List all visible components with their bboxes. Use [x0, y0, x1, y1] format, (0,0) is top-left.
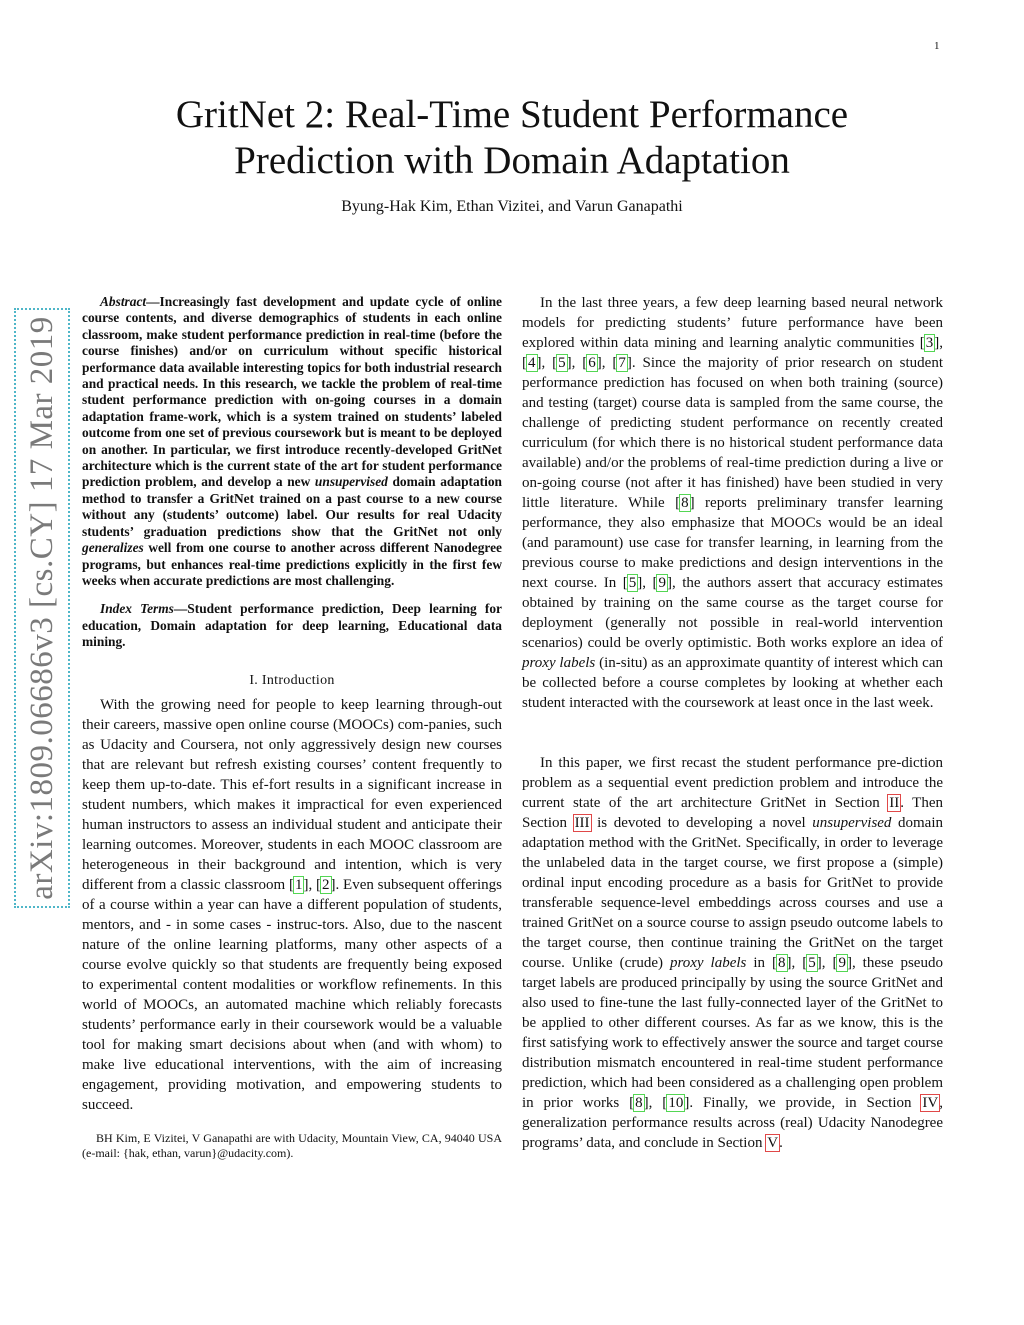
text-run: is devoted to developing a novel	[590, 815, 813, 831]
paragraph-gap	[522, 713, 943, 753]
section-heading-introduction: I. Introduction	[249, 672, 335, 688]
author-affiliation-footnote: BH Kim, E Vizitei, V Ganapathi are with Udacity, Mountain View, CA, 94040 USA (e-mail: {hak, ethan, varun}@udacity.com).	[82, 1130, 502, 1160]
citation-link[interactable]: 6	[588, 355, 596, 371]
text-run: reports preliminary transfer learning performance, they also emphasize that MOOCs would be an ideal (and paramount) use case for transfer learning, in learning from the previous course to make predictions and design interventions in the next course. In	[522, 495, 943, 591]
index-terms	[82, 601, 502, 650]
right-paragraph-2: In this paper, we first recast the student performance pre-diction problem as a sequential event prediction problem and introduce the current state of the art architecture GritNet in Section II. Then Section III is devoted to developing a novel unsupervised domain adaptation method with the GritNet. Specifically, in order to leverage the unlabeled data in the target course, we first propose a (simple) ordinal input encoding procedure as a basis for GritNet to provide transferable sequence-level embeddings across courses and use a trained GritNet on a source course to assign pseudo outcome labels to the target course, then continue training the GritNet on the target course. Unlike (crude) proxy labels in [8], [5], [9], these pseudo target labels are produced principally by using the source GritNet and also used to fine-tune the last fully-connected layer of the GritNet to be applied to other different courses. As far as we know, this is the first satisfying work to effectively answer the source and target course distribution mismatch encountered in real-time student performance prediction, which had been considered as a challenging open problem in prior works [8], [10]. Finally, we provide, in Section IV, generalization performance results across (real) Udacity Nanodegree programs’ data, and conclude in Section V.	[522, 755, 943, 1151]
text-run: In this paper, we first recast the student performance pre-diction problem as a sequential event prediction problem and introduce the current state of the art architecture GritNet in Section	[522, 755, 943, 811]
intro-text-1: With the growing need for people to keep learning through-out their careers, massive open online course (MOOCs) com-panies, such as Udacity and Coursera, not only aggressively design new courses that are relevant but refresh existing courses’ content frequently to keep them up-to-date. This ef-fort results in a significant increase in student numbers, which makes it impractical for even experienced human instructors to assess an individual student and anticipate their learning outcomes. Moreover, students in each MOOC classroom are heterogeneous in their background and intention, which is very different from a classic classroom	[82, 696, 502, 893]
abstract-emphasis-unsupervised: unsupervised	[314, 474, 388, 490]
emphasis-proxy-labels: proxy labels	[669, 955, 747, 971]
citation-link[interactable]: 8	[681, 495, 689, 511]
citation-link[interactable]: 5	[558, 355, 566, 371]
index-terms-lead: Index Terms	[100, 601, 174, 617]
text-run: in	[746, 955, 772, 971]
citation-link[interactable]: 9	[658, 575, 666, 591]
text-run: In the last three years, a few deep learning based neural network models for predicting students’ future performance have been explored within data mining and learning analytic communities	[522, 295, 943, 351]
text-run: , the authors assert that accuracy estimates obtained by training on the same course as the target course for deployment (generally not possible in real-world intervention scenarios) could be overly optimistic. Both works explore an idea of	[522, 575, 943, 651]
intro-text-2: . Even subsequent offerings of a course within a year can have a different population of students, mentors, and - in some cases - instruc-tors. Also, due to the nascent nature of the online learning platforms, many other aspects of a course evolve quickly so that students are frequently being exposed to experimental content modalities or workflow refinements. In this world of MOOCs, an automated machine which reliably forecasts students’ performance early in their coursework would be a valuable tool for making smart decisions about when (and with whom) to make live educational interventions, with the aim of increasing engagement, providing motivation, and empowering students to succeed.	[82, 876, 503, 1113]
right-paragraph-1: In the last three years, a few deep learning based neural network models for predicting students’ future performance have been explored within data mining and learning analytic communities [3], [4], [5], [6], [7]. Since the majority of prior research on student performance prediction has focused on when both training (source) and testing (target) course data is sampled from the same course, the challenge of predicting student performance on recently created curriculum (for which there is no historical student performance data available) and/or the problems of real-time prediction during a live or on-going course (not after it has finished) have been studied in very little literature. While [8] reports preliminary transfer learning performance, they also emphasize that MOOCs would be an ideal (and paramount) use case for transfer learning, in learning from the previous course to make predictions and design interventions in the next course. In [5], [9], the authors assert that accuracy estimates obtained by training on the same course as the target course for deployment (generally not possible in real-world intervention scenarios) could be overly optimistic. Both works explore an idea of proxy labels (in-situ) as an approximate quantity of interest which can be collected before a course completes by looking at whether each student interacted with the coursework at least once in the last week.	[522, 295, 944, 711]
paper-title	[0, 92, 1024, 184]
text-run: (in-situ) as an approximate quantity of interest which can be collected before a course completes by looking at whether each student interacted with the coursework at least once in the last week.	[522, 655, 943, 711]
citation-link[interactable]: 5	[628, 575, 637, 591]
emphasis-unsupervised: unsupervised	[812, 815, 892, 831]
section-link[interactable]: IV	[922, 1095, 939, 1111]
text-run: . Since the majority of prior research on student performance prediction has focused on when both training (source) and testing (target) course data is sampled from the same course, the challenge of predicting student performance on recently created curriculum (for which there is no historical student performance data available) and/or the problems of real-time prediction during a live or on-going course (not after it has finished) have been studied in very little literature. While	[522, 355, 944, 511]
index-terms-text: —Student performance prediction, Deep learning for education, Domain adaptation for deep learning, Educational data mining.	[82, 601, 503, 650]
section-link[interactable]: III	[574, 815, 590, 831]
citation-link[interactable]: 3	[925, 335, 934, 351]
left-column	[82, 294, 502, 1161]
citation-link[interactable]: 9	[838, 955, 846, 971]
citation-link[interactable]: 1	[294, 876, 303, 893]
citation-link[interactable]: 8	[778, 955, 786, 971]
citation-link[interactable]: 7	[618, 355, 626, 371]
citation-link[interactable]: 8	[635, 1095, 643, 1111]
citation-link[interactable]: 4	[528, 355, 536, 371]
citation-link[interactable]: 5	[808, 955, 816, 971]
abstract-text-2: domain adaptation method to transfer a GritNet trained on a past course to a new course without any (students’ outcome) label. Our results for real Udacity students’ graduation predictions show that the GritNet not only	[82, 474, 502, 539]
introduction-paragraph: With the growing need for people to keep learning through-out their careers, massive open online course (MOOCs) com-panies, such as Udacity and Coursera, not only aggressively design new courses that are relevant but refresh existing courses’ content frequently to keep them up-to-date. This ef-fort results in a significant increase in student numbers, which makes it impractical for even experienced human instructors to assess an individual student and anticipate their learning outcomes. Moreover, students in each MOOC classroom are heterogeneous in their background and intention, which is very different from a classic classroom [1], [2]. Even subsequent offerings of a course within a year can have a different population of students, mentors, and - in some cases - instruc-tors. Also, due to the nascent nature of the online learning platforms, many other aspects of a course evolve quickly so that students are frequently being exposed to experimental content modalities or workflow refinements. In this world of MOOCs, an automated machine which reliably forecasts students’ performance early in their coursework would be a valuable tool for making smart decisions about when (and with whom) to make live educational interventions, with the aim of increasing engagement, providing motivation, and empowering students to succeed.	[82, 696, 503, 1113]
text-run: , these pseudo target labels are produced principally by using the source GritNet and also used to fine-tune the last fully-connected layer of the GritNet to be applied to other different courses. As far as we know, this is the first satisfying work to effectively answer the source and target course distribution mismatch encountered in real-time student performance prediction, which had been considered as a challenging open problem in prior works	[522, 955, 943, 1111]
section-link[interactable]: V	[767, 1135, 779, 1151]
abstract-emphasis-generalizes: generalizes	[82, 540, 144, 556]
right-column	[522, 293, 943, 1153]
citation-link[interactable]: 2	[322, 876, 330, 893]
text-run: .	[779, 1135, 783, 1151]
citation-link[interactable]: 10	[668, 1095, 684, 1111]
text-run: . Finally, we provide, in Section	[689, 1095, 922, 1111]
emphasis-proxy-labels: proxy labels	[522, 655, 596, 671]
text-run: . Then Section	[522, 795, 943, 831]
abstract-lead: Abstract	[100, 294, 147, 309]
author-list: Byung-Hak Kim, Ethan Vizitei, and Varun Ganapathi	[341, 198, 683, 215]
abstract-text-3: well from one course to another across different Nanodegree programs, but enhances real-time predictions explicitly in the first few weeks when accurate predictions are most challenging.	[82, 540, 502, 588]
title-line-2: Prediction with Domain Adaptation	[234, 139, 790, 182]
text-run: , generalization performance results across (real) Udacity Nanodegree programs’ data, and conclude in Section	[522, 1095, 943, 1151]
abstract-text-1: —Increasingly fast development and update cycle of online course contents, and diverse demographics of students in each online classroom, make student performance prediction in real-time (before the course finishes) and/or on curriculum without specific historical performance data available interesting topics for both industrial research and practical needs. In this research, we tackle the problem of real-time student performance prediction with on-going courses in a domain adaptation frame-work, which is a system trained on students’ labeled outcome from one set of previous coursework but is meant to be deployed on another. In particular, we first introduce recently-developed GritNet architecture which is the current state of the art for student performance prediction problem, and develop a new	[82, 294, 502, 490]
text-run: domain adaptation method with the GritNet. Specifically, in order to leverage the unlabeled data in the target course, we first propose a (simple) ordinal input encoding procedure as a basis for GritNet to provide transferable sequence-level embeddings across courses and use a trained GritNet on a source course to assign pseudo outcome labels to the target course, then continue training the GritNet on the target course. Unlike (crude)	[522, 815, 943, 971]
section-link[interactable]: II	[889, 795, 900, 811]
arxiv-identifier-stamp[interactable]: arXiv:1809.06686v3 [cs.CY] 17 Mar 2019	[14, 308, 70, 908]
title-line-1: GritNet 2: Real-Time Student Performance	[175, 93, 849, 136]
page-number: 1	[934, 40, 940, 52]
abstract	[82, 294, 502, 589]
